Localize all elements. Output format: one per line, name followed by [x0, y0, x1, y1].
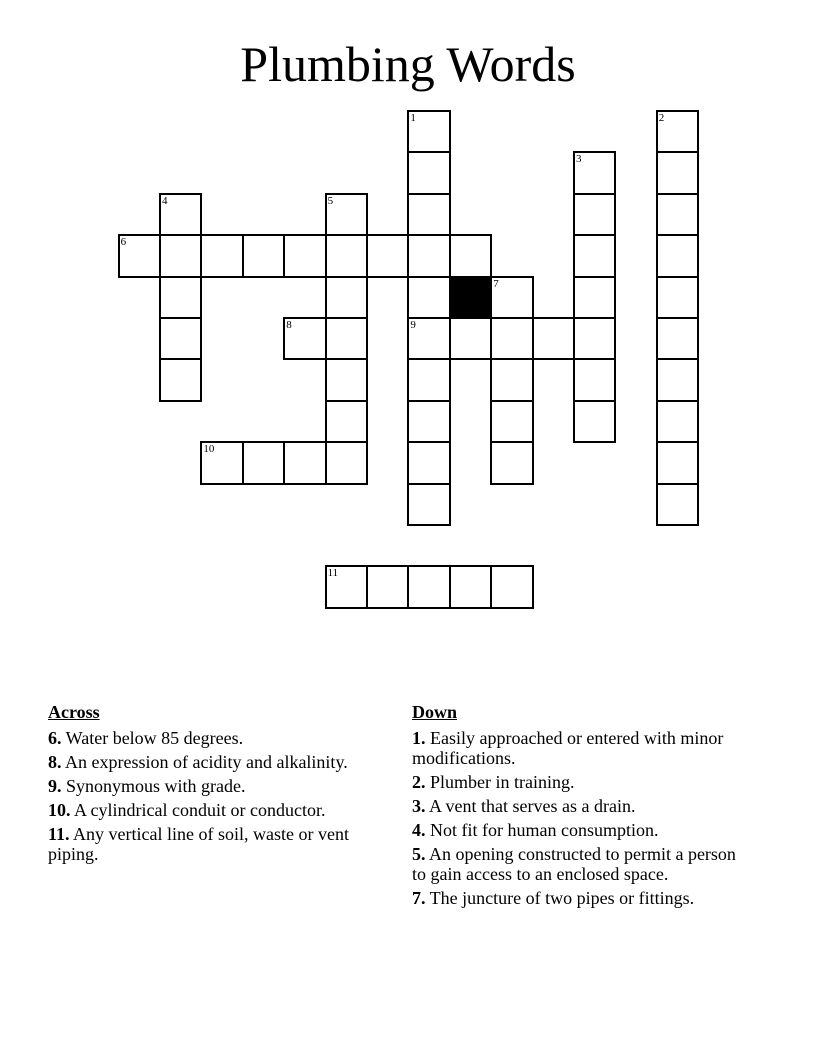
numbered-cell-7[interactable]	[490, 276, 533, 319]
clue-number: 2.	[412, 772, 426, 792]
numbered-cell-9[interactable]	[407, 317, 450, 360]
clue-number: 9.	[48, 776, 62, 796]
clue-number: 7.	[412, 888, 426, 908]
clue-number: 11.	[48, 824, 70, 844]
grid-cell[interactable]	[407, 400, 450, 443]
clue-text: Easily approached or entered with minor modifications.	[412, 728, 724, 768]
across-heading: Across	[48, 702, 100, 722]
grid-cell[interactable]	[366, 234, 409, 277]
cell-number: 1	[410, 112, 416, 124]
grid-cell[interactable]	[242, 234, 285, 277]
clue-text: An expression of acidity and alkalinity.	[61, 752, 348, 772]
cell-number: 7	[493, 277, 499, 290]
clue-number: 5.	[412, 844, 426, 864]
clue-number: 4.	[412, 820, 426, 840]
puzzle-title: Plumbing Words	[240, 36, 576, 92]
grid-cell[interactable]	[490, 317, 533, 360]
down-clues	[412, 702, 752, 912]
cell-number: 6	[120, 236, 127, 249]
cell-number: 9	[410, 319, 416, 331]
numbered-cell-11[interactable]	[325, 565, 368, 608]
down-clue	[412, 772, 752, 792]
clue-text: A vent that serves as a drain.	[425, 796, 636, 816]
grid-cell[interactable]	[407, 193, 450, 236]
grid-cell[interactable]	[449, 565, 492, 608]
down-clue	[412, 820, 752, 840]
grid-cell[interactable]	[325, 276, 368, 319]
across-clues	[48, 702, 383, 868]
grid-cell[interactable]	[449, 234, 492, 277]
grid-cell[interactable]	[325, 441, 368, 484]
grid-cell[interactable]	[573, 358, 616, 401]
numbered-cell-4[interactable]	[159, 193, 202, 236]
cell-number: 11	[327, 567, 339, 580]
grid-cell[interactable]	[532, 317, 575, 360]
black-square	[449, 276, 492, 319]
across-clue	[48, 728, 383, 748]
grid-cell[interactable]	[242, 441, 285, 484]
down-clue	[412, 728, 752, 768]
grid-cell[interactable]	[449, 317, 492, 360]
clue-number: 10.	[48, 800, 71, 820]
across-clue	[48, 752, 383, 772]
numbered-cell-5[interactable]	[325, 193, 368, 236]
clue-number: 6.	[48, 728, 62, 748]
clue-text: Not fit for human consumption.	[425, 820, 659, 840]
grid-cell[interactable]	[200, 234, 243, 277]
grid-cell[interactable]	[573, 400, 616, 443]
clue-number: 3.	[412, 796, 426, 816]
clue-text: Synonymous with grade.	[61, 776, 246, 796]
grid-cell[interactable]	[656, 358, 699, 401]
grid-cell[interactable]	[407, 276, 450, 319]
grid-cell[interactable]	[407, 358, 450, 401]
clue-number: 1.	[412, 728, 426, 748]
clue-text: The juncture of two pipes or fittings.	[425, 888, 695, 908]
down-clue	[412, 844, 752, 884]
numbered-cell-1[interactable]	[407, 110, 450, 153]
grid-cell[interactable]	[656, 317, 699, 360]
grid-cell[interactable]	[325, 234, 368, 277]
numbered-cell-3[interactable]	[573, 151, 616, 194]
clue-text: A cylindrical conduit or conductor.	[70, 800, 326, 820]
grid-cell[interactable]	[490, 441, 533, 484]
down-heading: Down	[412, 702, 458, 722]
grid-cell[interactable]	[573, 276, 616, 319]
grid-cell[interactable]	[656, 483, 699, 526]
cell-number: 3	[576, 153, 582, 166]
clue-text: Water below 85 degrees.	[61, 728, 244, 748]
grid-cell[interactable]	[656, 193, 699, 236]
clue-text: Any vertical line of soil, waste or vent piping.	[48, 824, 349, 864]
clue-text: Plumber in training.	[425, 772, 575, 792]
grid-cell[interactable]	[490, 565, 533, 608]
grid-cell[interactable]	[159, 276, 202, 319]
cell-number: 2	[658, 112, 665, 124]
grid-cell[interactable]	[656, 276, 699, 319]
cell-number: 10	[203, 443, 215, 456]
numbered-cell-2[interactable]	[656, 110, 699, 153]
grid-cell[interactable]	[656, 441, 699, 484]
down-clue	[412, 888, 752, 908]
grid-cell[interactable]	[407, 151, 450, 194]
grid-cell[interactable]	[325, 358, 368, 401]
cell-number: 5	[327, 194, 334, 207]
numbered-cell-8[interactable]	[283, 317, 326, 360]
across-clue	[48, 800, 383, 820]
down-clue	[412, 796, 752, 816]
grid-cell[interactable]	[325, 317, 368, 360]
grid-cell[interactable]	[490, 358, 533, 401]
grid-cell[interactable]	[573, 317, 616, 360]
grid-cell[interactable]	[490, 400, 533, 443]
grid-cell[interactable]	[656, 234, 699, 277]
grid-cell[interactable]	[325, 400, 368, 443]
numbered-cell-10[interactable]	[200, 441, 243, 484]
across-clue	[48, 776, 383, 796]
grid-cell[interactable]	[407, 234, 450, 277]
cell-number: 4	[162, 194, 168, 207]
grid-cell[interactable]	[573, 234, 616, 277]
grid-cell[interactable]	[656, 400, 699, 443]
grid-cell[interactable]	[159, 317, 202, 360]
cell-number: 8	[286, 319, 292, 331]
grid-cell[interactable]	[159, 358, 202, 401]
grid-cell[interactable]	[366, 565, 409, 608]
numbered-cell-6[interactable]	[118, 234, 161, 277]
grid-cell[interactable]	[283, 234, 326, 277]
clue-text: An opening constructed to permit a person to gain access to an enclosed space.	[412, 844, 736, 884]
grid-cell[interactable]	[407, 441, 450, 484]
across-clue	[48, 824, 383, 864]
grid-cell[interactable]	[656, 151, 699, 194]
grid-cell[interactable]	[283, 441, 326, 484]
grid-cell[interactable]	[407, 565, 450, 608]
grid-cell[interactable]	[407, 483, 450, 526]
clue-number: 8.	[48, 752, 62, 772]
grid-cell[interactable]	[159, 234, 202, 277]
grid-cell[interactable]	[573, 193, 616, 236]
